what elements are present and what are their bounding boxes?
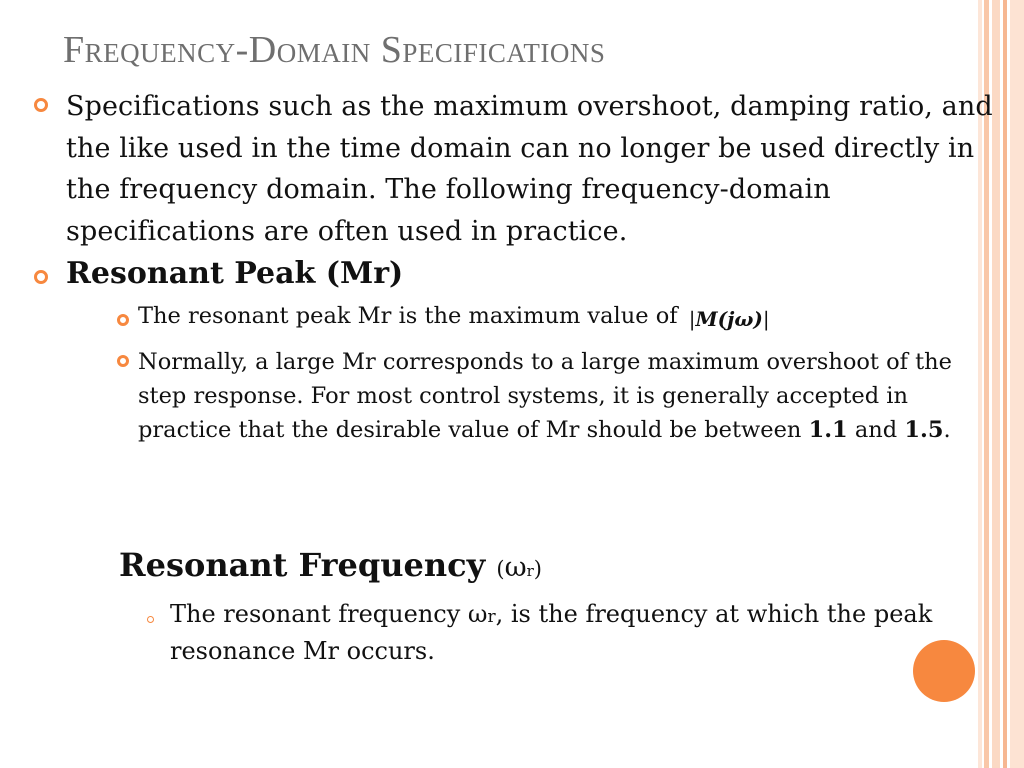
intro-paragraph: Specifications such as the maximum overshoot, damping ratio, and the like used in the time domain can no longer be used directly in the frequency domain. The following frequency-domain specifications are often used in practice. (66, 91, 993, 247)
resonant-peak-point-2 (138, 345, 998, 447)
point-text: The resonant frequency ω (170, 600, 488, 628)
resonant-frequency-heading (119, 546, 542, 584)
edge-stripe (1003, 0, 1007, 768)
resonant-peak-point-1 (138, 303, 770, 331)
value-high: 1.5 (904, 417, 944, 443)
slide-title: Frequency-Domain Specifications (63, 29, 606, 71)
subscript: r (487, 607, 496, 627)
point-text-and: and (847, 417, 905, 443)
paren: ( (496, 557, 505, 581)
resonant-frequency-point (170, 597, 1000, 668)
omega-r-symbol (496, 552, 542, 583)
value-low: 1.1 (808, 417, 848, 443)
bullet-icon (34, 98, 48, 112)
small-bullet-icon (147, 616, 154, 623)
bullet-icon (117, 355, 129, 367)
omega: ω (504, 552, 527, 583)
resonant-peak-heading: Resonant Peak (Mr) (66, 256, 404, 291)
heading-text: Resonant Frequency (119, 546, 486, 584)
point-text-end: . (943, 417, 951, 443)
subscript: r (526, 562, 534, 580)
point-text: The resonant peak Mr is the maximum value of (138, 303, 678, 329)
point-text: Normally, a large Mr corresponds to a large maximum overshoot of the step response. For most control systems, it is generally accepted in practice that the desirable value of Mr should be between (138, 349, 952, 443)
magnitude-formula: |M(jω)| (688, 307, 770, 331)
bullet-icon (117, 314, 129, 326)
point-text-suffix: , is the frequency at which the peak resonance Mr occurs. (170, 600, 933, 665)
formula-text: M(jω) (695, 307, 763, 331)
edge-stripe (1010, 0, 1024, 768)
bullet-icon (34, 270, 48, 284)
decorative-circle (913, 640, 975, 702)
paren: ) (533, 557, 542, 581)
